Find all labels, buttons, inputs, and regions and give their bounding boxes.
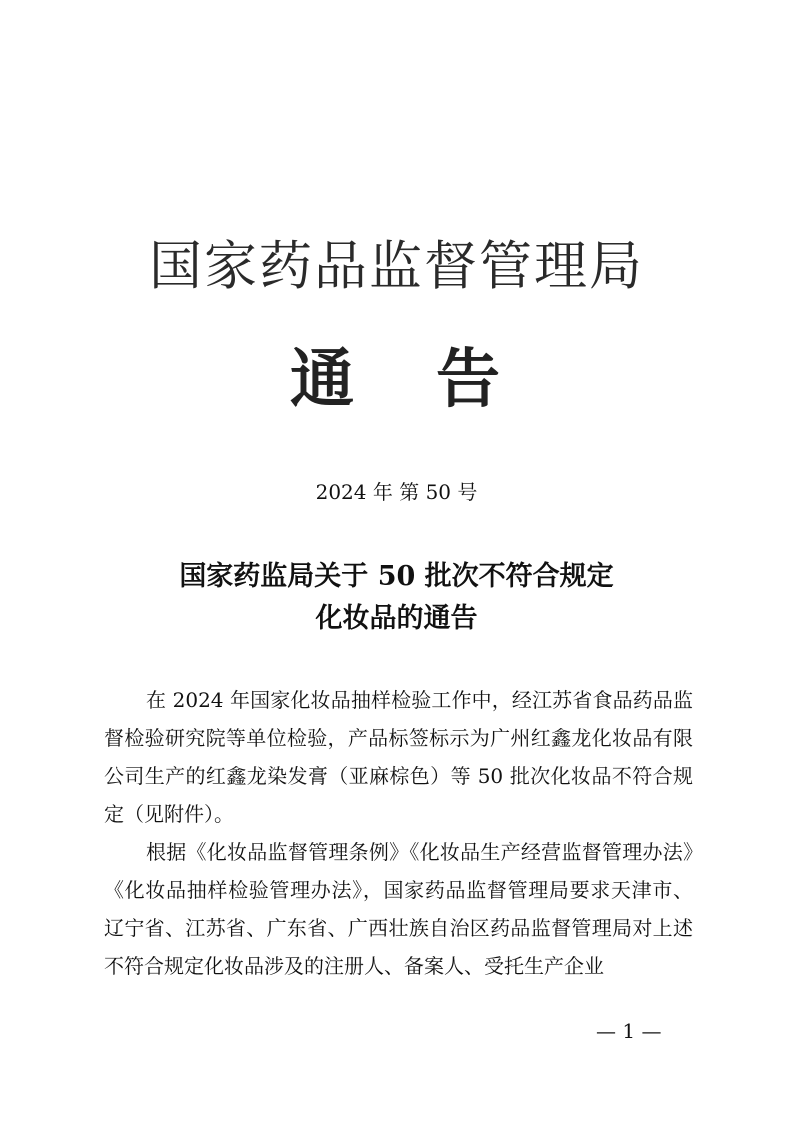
document-type-char-2: 告 — [436, 342, 500, 417]
document-type-char-1: 通 — [290, 342, 354, 417]
issuing-agency-name: 国家药品监督管理局 — [149, 236, 644, 297]
document-title-line-2: 化妆品的通告 — [315, 603, 478, 634]
body-paragraph-1: 在 2024 年国家化妆品抽样检验工作中，经江苏省食品药品监督检验研究院等单位检验，产品标签标示为广州红鑫龙化妆品有限公司生产的红鑫龙染发膏（亚麻棕色）等 50 批次化妆品不符合规定（见附件）。 — [104, 688, 693, 826]
page-number: — 1 — — [596, 1019, 662, 1043]
document-title-line-1: 国家药监局关于 50 批次不符合规定 — [179, 561, 614, 592]
body-paragraph-2: 根据《化妆品监督管理条例》《化妆品生产经营监督管理办法》《化妆品抽样检验管理办法》，国家药品监督管理局要求天津市、辽宁省、江苏省、广东省、广西壮族自治区药品监督管理局对上述不符合规定化妆品涉及的注册人、备案人、受托生产企业 — [104, 840, 693, 978]
document-title — [0, 556, 793, 640]
document-number: 2024 年 第 50 号 — [315, 480, 478, 504]
document-body — [104, 681, 693, 985]
